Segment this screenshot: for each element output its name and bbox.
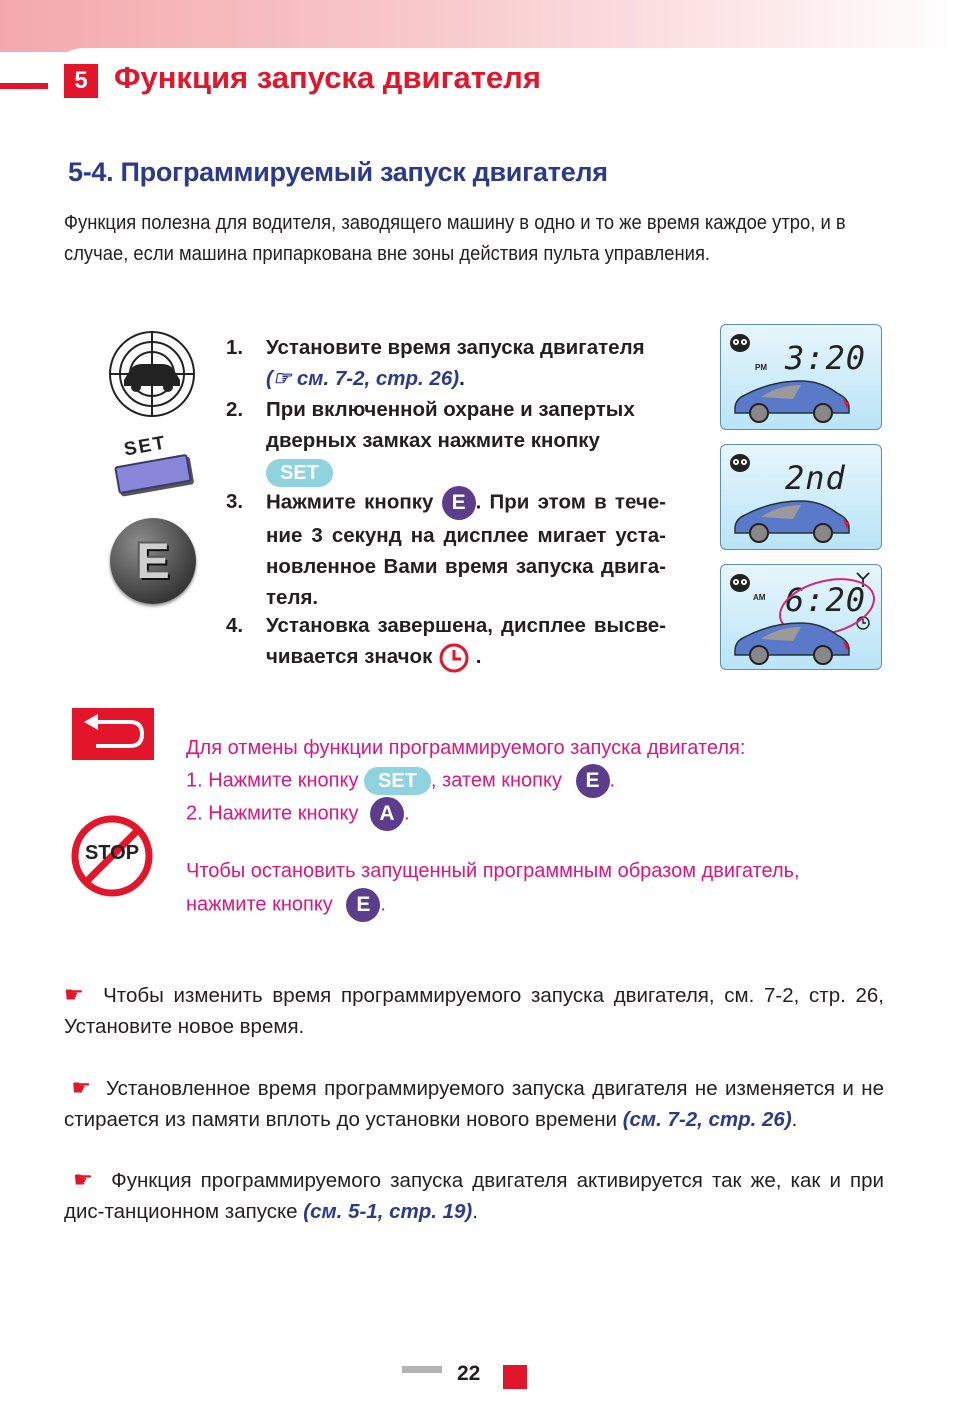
note-text: Чтобы изменить время программируемого запуска двигателя, см. 7-2, стр. 26, Установите новое время. <box>64 984 884 1038</box>
note-3 <box>64 1164 884 1227</box>
owl-icon <box>729 331 751 353</box>
lcd-display-2 <box>720 444 882 550</box>
owl-icon <box>729 571 751 593</box>
cancel-text: нажмите кнопку <box>186 893 333 916</box>
page-number: 22 <box>457 1362 481 1385</box>
pointing-hand-icon: ☛ <box>73 1167 93 1192</box>
cancel-step-1 <box>186 764 615 798</box>
stop-text-2 <box>186 888 386 922</box>
e-key-icon <box>110 518 196 604</box>
step-text: При включенной охране и запертых дверных замках нажмите кнопку <box>266 398 635 452</box>
lcd-display-3 <box>720 564 882 670</box>
cancel-text: , затем кнопку <box>430 769 562 792</box>
engine-start-icon <box>108 330 196 418</box>
note-text: Функция программируемого запуска двигателя активируется так же, как и при дис-танционном запуске <box>64 1169 884 1223</box>
ampm-indicator: AM <box>753 593 766 602</box>
set-key-label: SET <box>122 432 169 461</box>
step-text: Установка завершена, дисплее высве-чивается значок <box>266 614 666 668</box>
step-number: 3. <box>226 490 244 513</box>
a-button-badge: A <box>370 797 404 831</box>
step-4 <box>226 610 666 672</box>
set-button-badge: SET <box>364 767 431 795</box>
set-key-icon <box>114 432 194 496</box>
step-1 <box>226 332 666 394</box>
set-button-badge: SET <box>266 459 333 487</box>
step-text-cont: . При этом в тече-ние 3 секунд на дисплее мигает уста-новленное Вами время запуска двига-теля. <box>266 490 666 609</box>
lcd-time: 3:20 <box>785 339 867 377</box>
header-band <box>0 0 954 52</box>
step-number: 2. <box>226 398 244 421</box>
stop-text-1: Чтобы остановить запущенный программным образом двигатель, <box>186 860 800 882</box>
note-end: . <box>791 1108 798 1131</box>
note-reference: (см. 5-1, стр. 19) <box>303 1200 473 1223</box>
footer-gray-bar <box>402 1366 442 1373</box>
subsection-title: 5-4. Программируемый запуск двигателя <box>68 157 608 187</box>
note-end: . <box>472 1200 478 1223</box>
e-button-badge: E <box>346 888 380 922</box>
stop-label: STOP <box>84 842 140 864</box>
note-1 <box>64 979 884 1042</box>
lcd-display-1 <box>720 324 882 430</box>
step-2 <box>226 394 666 484</box>
ampm-indicator: PM <box>755 363 767 372</box>
cancel-step-2 <box>186 797 410 831</box>
step-text: Установите время запуска двигателя <box>266 336 645 359</box>
note-2 <box>64 1072 884 1135</box>
section-title: Функция запуска двигателя <box>114 60 541 95</box>
cancel-heading: Для отмены функции программируемого запуска двигателя: <box>186 737 746 759</box>
cancel-text: 1. Нажмите кнопку <box>186 769 359 792</box>
cancel-text: 2. Нажмите кнопку <box>186 802 359 825</box>
step-number: 1. <box>226 336 244 359</box>
e-button-badge: E <box>442 486 476 520</box>
cancel-text: . <box>404 802 410 825</box>
car-icon <box>731 373 855 423</box>
lcd-time: 6:20 <box>785 581 867 619</box>
car-icon <box>731 615 855 665</box>
cancel-text: . <box>380 893 386 916</box>
note-text: Установленное время программируемого запуска двигателя не изменяется и не стирается из памяти вплоть до установки нового времени <box>64 1077 884 1131</box>
car-icon <box>731 493 855 543</box>
header-red-line <box>0 83 48 89</box>
clock-icon <box>438 642 470 674</box>
pointing-hand-icon: ☛ <box>64 982 84 1007</box>
step-end: . <box>475 645 482 668</box>
step-number: 4. <box>226 614 244 637</box>
step-3 <box>226 486 666 610</box>
e-key-label: E <box>136 533 170 589</box>
pointing-hand-icon: ☛ <box>71 1075 92 1100</box>
lcd-text: 2nd <box>785 459 846 497</box>
section-number: 5 <box>64 64 98 98</box>
footer-red-square <box>503 1365 527 1389</box>
return-arrow-icon <box>72 708 154 760</box>
step-reference: (☞ см. 7-2, стр. 26) <box>266 367 460 390</box>
owl-icon <box>729 451 751 473</box>
intro-paragraph: Функция полезна для водителя, заводящего машину в одно и то же время каждое утро, и в случае, если машина припаркована вне зоны действия пульта управления. <box>64 212 846 265</box>
note-reference: (см. 7-2, стр. 26) <box>622 1108 792 1131</box>
step-end: . <box>459 367 465 390</box>
e-button-badge: E <box>576 764 610 798</box>
step-text: Нажмите кнопку <box>266 490 434 514</box>
cancel-text: . <box>609 769 616 792</box>
